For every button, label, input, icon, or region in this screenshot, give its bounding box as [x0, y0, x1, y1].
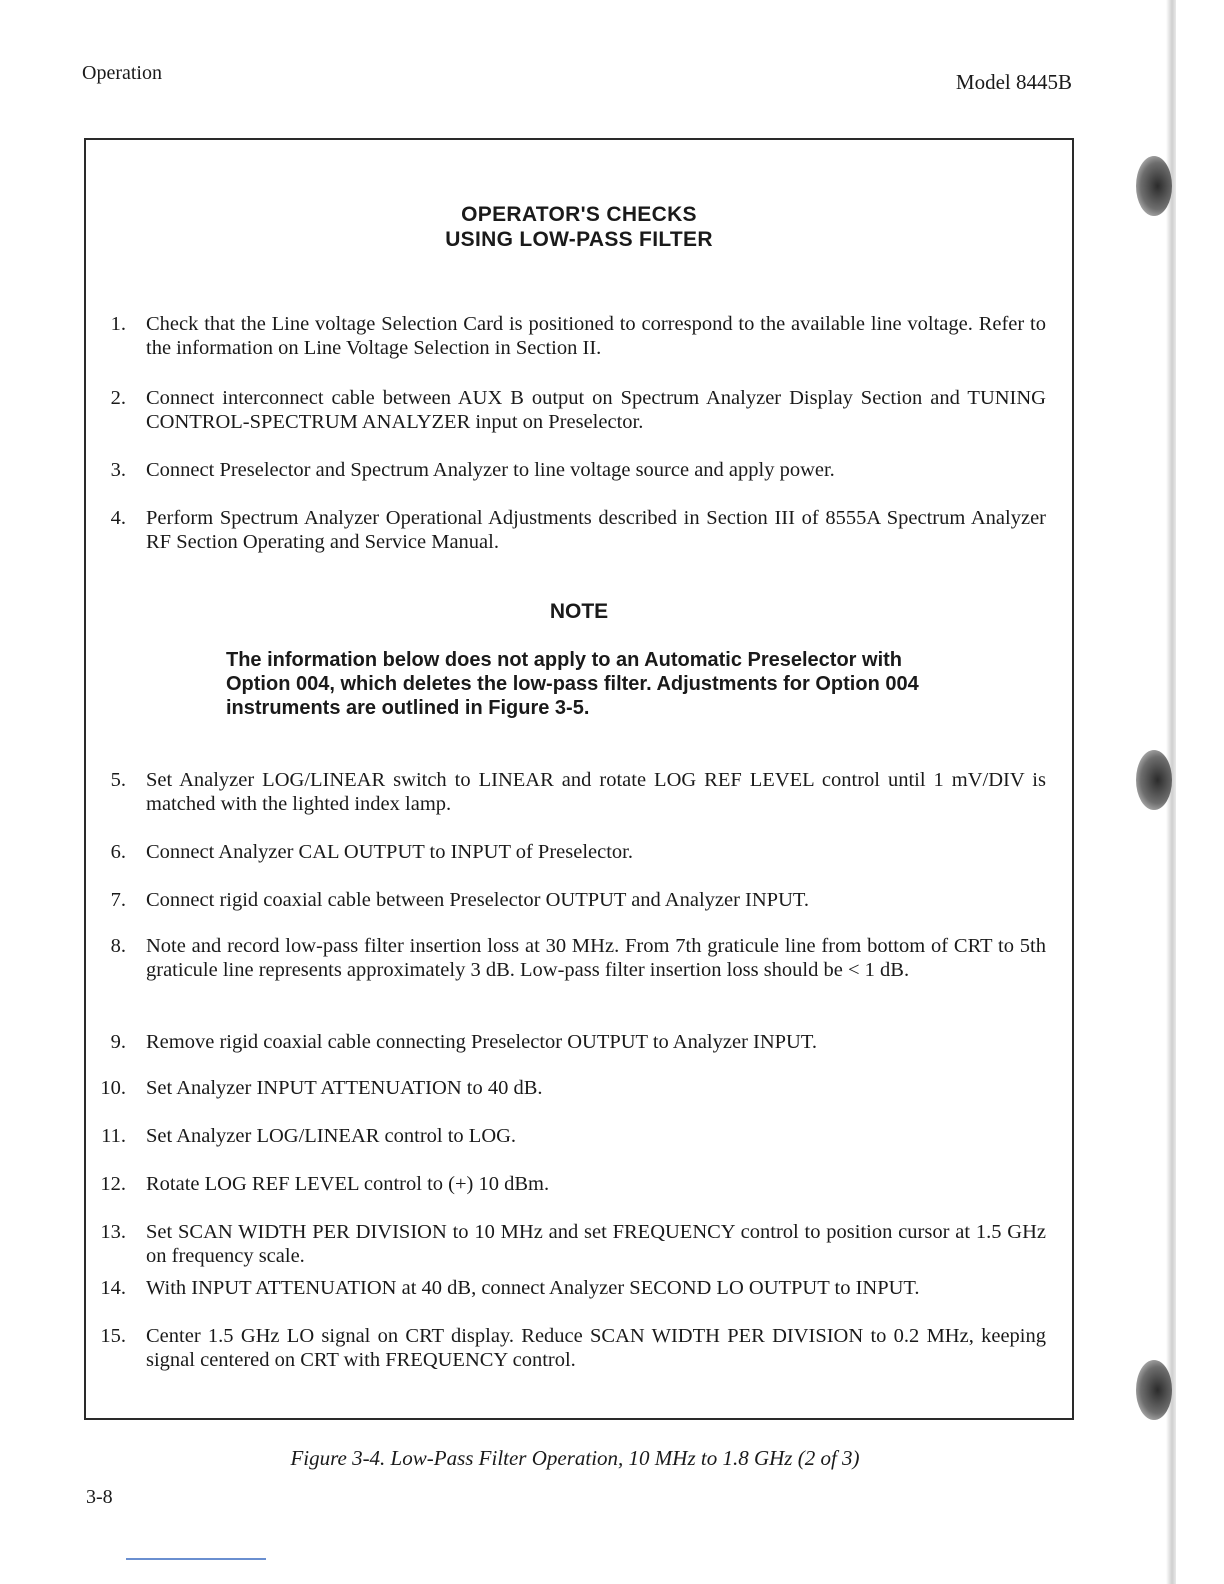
step-number: 14. — [100, 1277, 126, 1299]
step-number: 1. — [110, 313, 126, 335]
step-text: Perform Spectrum Analyzer Operational Adjustments described in Section III of 8555A Spectrum Analyzer RF Section Operating and Service Manual. — [146, 507, 1046, 553]
step-text: Rotate LOG REF LEVEL control to (+) 10 dBm. — [146, 1173, 550, 1195]
step-text: Remove rigid coaxial cable connecting Preselector OUTPUT to Analyzer INPUT. — [146, 1031, 817, 1053]
step-text: With INPUT ATTENUATION at 40 dB, connect Analyzer SECOND LO OUTPUT to INPUT. — [146, 1277, 920, 1299]
note-body: The information below does not apply to an Automatic Preselector with Option 004, which deletes the low-pass filter. Adjustments for Option 004 instruments are outlined in Figure 3-5. — [226, 649, 919, 719]
step-number: 2. — [110, 387, 126, 409]
procedure-box — [84, 138, 1074, 1420]
binder-hole — [1136, 156, 1172, 216]
binder-hole — [1136, 750, 1172, 810]
step-text: Connect interconnect cable between AUX B output on Spectrum Analyzer Display Section and TUNING CONTROL-SPECTRUM ANALYZER input on Preselector. — [146, 387, 1046, 433]
step-number: 13. — [100, 1221, 126, 1243]
step-text: Set Analyzer LOG/LINEAR switch to LINEAR and rotate LOG REF LEVEL control until 1 mV/DIV is matched with the lighted index lamp. — [146, 769, 1046, 815]
step-text: Connect Analyzer CAL OUTPUT to INPUT of Preselector. — [146, 841, 633, 863]
title-line-2: USING LOW-PASS FILTER — [445, 228, 713, 251]
title-line-1: OPERATOR'S CHECKS — [461, 203, 697, 226]
step-number: 11. — [101, 1125, 126, 1147]
step-number: 10. — [100, 1077, 126, 1099]
step-text: Check that the Line voltage Selection Card is positioned to correspond to the available line voltage. Refer to the information on Line Voltage Selection in Section II. — [146, 313, 1046, 359]
step-number: 3. — [110, 459, 126, 481]
step-text: Set SCAN WIDTH PER DIVISION to 10 MHz and set FREQUENCY control to position cursor at 1.5 GHz on frequency scale. — [146, 1221, 1046, 1267]
step-text: Center 1.5 GHz LO signal on CRT display. Reduce SCAN WIDTH PER DIVISION to 0.2 MHz, keeping signal centered on CRT with FREQUENCY control. — [146, 1325, 1046, 1371]
note-heading: NOTE — [549, 600, 609, 623]
procedure-title — [86, 202, 1072, 252]
step-number: 9. — [110, 1031, 126, 1053]
step-text: Connect Preselector and Spectrum Analyzer to line voltage source and apply power. — [146, 459, 835, 481]
step-text: Set Analyzer INPUT ATTENUATION to 40 dB. — [146, 1077, 543, 1099]
step-number: 15. — [100, 1325, 126, 1347]
step-text: Set Analyzer LOG/LINEAR control to LOG. — [146, 1125, 517, 1147]
running-header-section: Operation — [82, 62, 162, 84]
figure-caption: Figure 3-4. Low-Pass Filter Operation, 10 MHz to 1.8 GHz (2 of 3) — [290, 1446, 860, 1470]
binder-hole — [1136, 1360, 1172, 1420]
step-number: 6. — [110, 841, 126, 863]
step-text: Connect rigid coaxial cable between Preselector OUTPUT and Analyzer INPUT. — [146, 889, 809, 911]
step-number: 5. — [110, 769, 126, 791]
step-number: 12. — [100, 1173, 126, 1195]
running-header-model: Model 8445B — [955, 70, 1072, 94]
footer-rule — [126, 1558, 266, 1560]
step-number: 4. — [110, 507, 126, 529]
step-text: Note and record low-pass filter insertion loss at 30 MHz. From 7th graticule line from bottom of CRT to 5th graticule line represents approximately 3 dB. Low-pass filter insertion loss should be < 1 dB. — [146, 935, 1046, 981]
step-number: 7. — [110, 889, 126, 911]
step-number: 8. — [110, 935, 126, 957]
page-number: 3-8 — [86, 1486, 113, 1508]
